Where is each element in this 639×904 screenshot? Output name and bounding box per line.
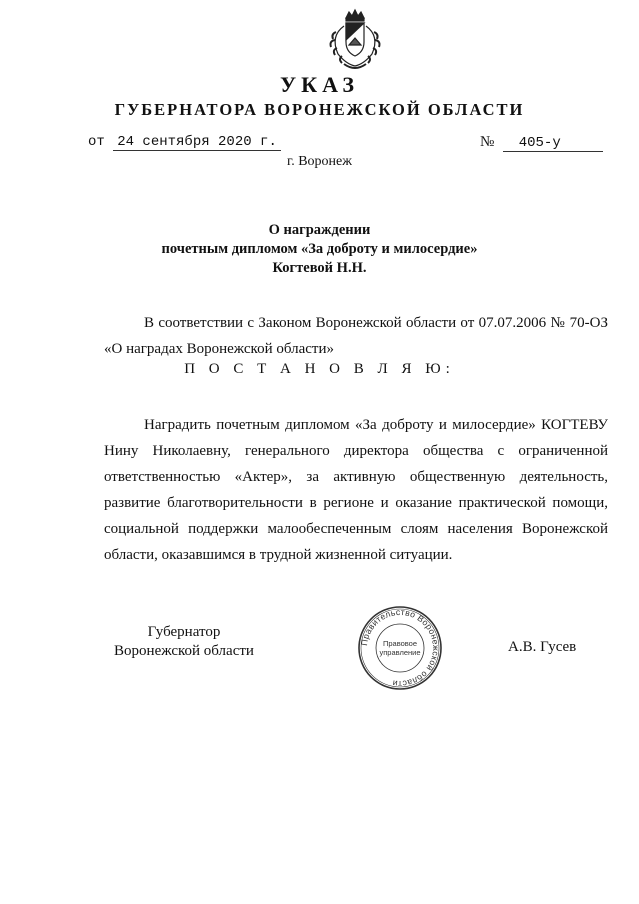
date-line	[88, 134, 281, 151]
number-line	[480, 134, 603, 152]
document-subtitle: ГУБЕРНАТОРА ВОРОНЕЖСКОЙ ОБЛАСТИ	[114, 100, 525, 119]
document-title: УКАЗ	[279, 72, 360, 97]
number-sign: №	[480, 134, 495, 150]
signer-position	[104, 623, 264, 661]
position-line-1: Губернатор	[147, 624, 221, 640]
seal-stamp-icon	[357, 605, 443, 691]
date-prefix: от	[88, 134, 105, 150]
decree-date: 24 сентября 2020 г.	[113, 134, 281, 151]
stamp-ring-text: Правительство Воронежской области	[359, 606, 442, 690]
award-paragraph: Наградить почетным дипломом «За доброту и милосердие» КОГТЕВУ Нину Николаевну, генерального директора общества с ограниченной ответственностью «Актер», за активную общественную деятельность, развитие благотворительности в регионе и оказание практической помощи, социальной поддержки малообеспеченным слоям населения Воронежской области, оказавшимся в трудной жизненной ситуации.	[104, 417, 608, 563]
heading-line-2: почетным дипломом «За доброту и милосердие»	[161, 241, 478, 257]
heading-line-1: О награждении	[268, 222, 371, 238]
stamp-center-line-2: управление	[379, 648, 421, 657]
decree-word: П О С Т А Н О В Л Я Ю:	[184, 361, 455, 377]
coat-of-arms-icon	[322, 8, 388, 74]
heading-line-3: Когтевой Н.Н.	[272, 260, 367, 276]
stamp-center-line-1: Правовое	[382, 639, 418, 648]
decree-heading	[0, 221, 639, 278]
preamble-paragraph: В соответствии с Законом Воронежской области от 07.07.2006 № 70-ОЗ «О наградах Воронежской области»	[104, 315, 608, 357]
decree-number: 405-у	[503, 135, 603, 152]
signer-name: А.В. Гусев	[508, 639, 577, 655]
city: г. Воронеж	[287, 154, 352, 169]
position-line-2: Воронежской области	[114, 643, 254, 659]
